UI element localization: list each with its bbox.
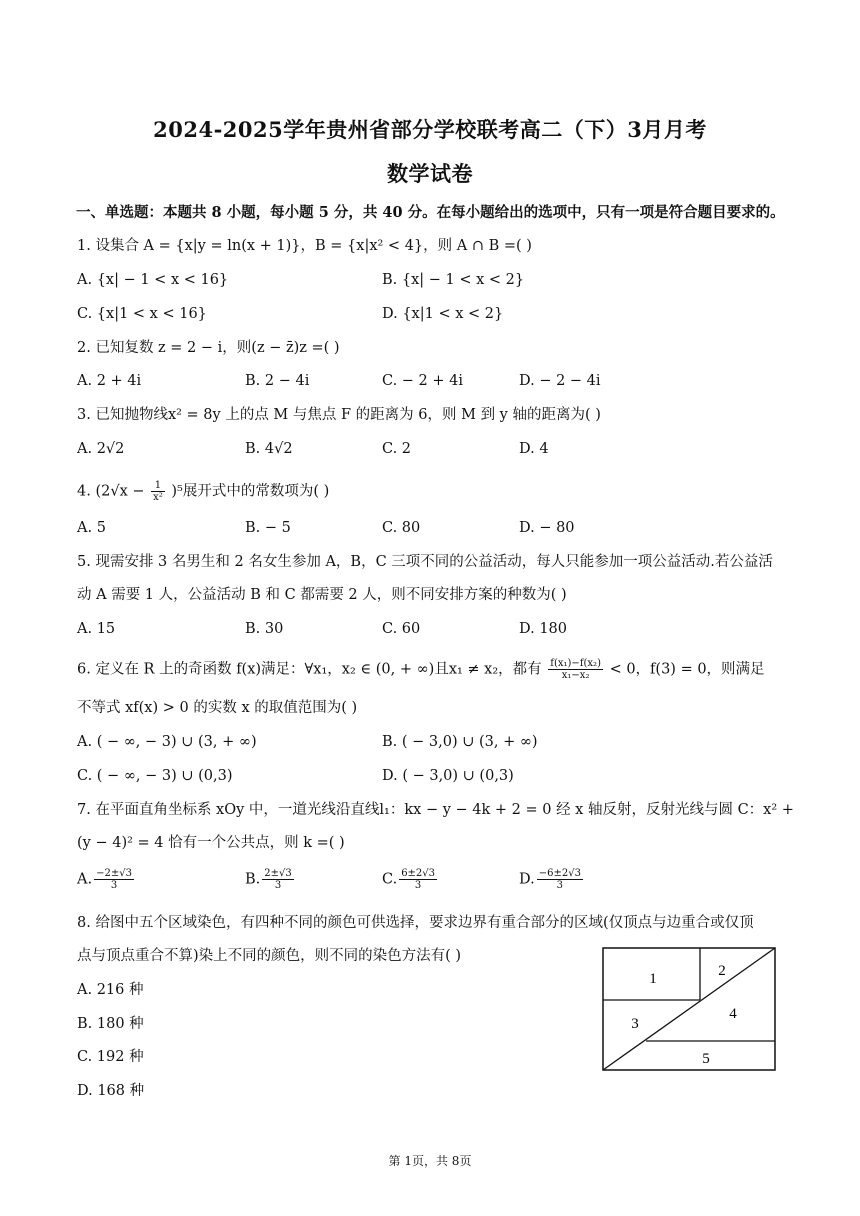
question-7-option-a-fraction [94,868,134,891]
question-7-option-b [245,868,296,891]
section-heading: 一、单选题：本题共 8 小题，每小题 5 分，共 40 分。在每小题给出的选项中，只有一项是符合题目要求的。 [76,204,785,221]
question-6-option-c: C. ( − ∞, − 3) ∪ (0,3) [77,768,233,784]
question-3-option-a: A. 2√2 [77,441,125,457]
question-7-option-c-denominator: 3 [414,880,422,891]
question-4-fraction-denominator: x² [153,492,163,503]
question-4-fraction [151,480,165,503]
question-8-stem-line-2: 点与顶点重合不算)染上不同的颜色，则不同的染色方法有( ) [77,948,462,964]
question-8-stem-line-1: 8. 给图中五个区域染色，有四种不同的颜色可供选择，要求边界有重合部分的区域(仅顶点与边重合或仅顶 [77,915,754,931]
question-3-option-d: D. 4 [519,441,549,457]
question-3-option-c: C. 2 [382,441,412,457]
region-coloring-diagram [602,947,776,1071]
question-8-option-b: B. 180 种 [77,1016,144,1032]
question-7-option-c-numerator: 6±2√3 [401,868,436,879]
diagram-diagonal-line [603,948,775,1070]
question-6-stem-prefix: 6. 定义在 R 上的奇函数 f(x)满足：∀x₁，x₂ ∈ (0, + ∞)且x₁ ≠ x₂，都有 [77,661,542,678]
question-1-option-b: B. {x| − 1 < x < 2} [382,272,525,288]
question-1-option-c: C. {x|1 < x < 16} [77,306,207,322]
exam-subtitle: 数学试卷 [387,161,473,186]
question-6-option-d: D. ( − 3,0) ∪ (0,3) [382,768,514,784]
region-label-3: 3 [631,1016,639,1032]
question-1-stem: 1. 设集合 A = {x|y = ln(x + 1)}，B = {x|x² < 4}，则 A ∩ B =( ) [77,238,532,254]
question-4-stem [77,480,329,503]
question-4-option-c: C. 80 [382,520,421,536]
page-footer: 第 1页，共 8页 [388,1154,472,1168]
question-3-option-b: B. 4√2 [245,441,293,457]
question-6-option-b: B. ( − 3,0) ∪ (3, + ∞) [382,734,538,750]
question-7-option-d-denominator: 3 [556,880,564,891]
question-6-fraction [548,658,603,681]
question-2-stem: 2. 已知复数 z = 2 − i，则(z − z̄)z =( ) [77,340,340,356]
question-5-stem-line-1: 5. 现需安排 3 名男生和 2 名女生参加 A，B，C 三项不同的公益活动，每人只能参加一项公益活动.若公益活 [77,554,773,570]
question-4-fraction-numerator: 1 [151,480,165,492]
question-2-option-a: A. 2 + 4i [77,373,142,389]
question-6-option-a: A. ( − ∞, − 3) ∪ (3, + ∞) [77,734,257,750]
question-5-option-d: D. 180 [519,621,568,637]
question-6-stem-suffix: < 0，f(3) = 0，则满足 [609,661,765,678]
question-5-stem-line-2: 动 A 需要 1 人，公益活动 B 和 C 都需要 2 人，则不同安排方案的种数为( ) [77,587,567,603]
question-7-option-c [382,868,439,891]
region-label-4: 4 [729,1006,737,1022]
question-7-option-c-label: C. [382,871,398,888]
question-7-option-a [77,868,136,891]
question-7-option-a-denominator: 3 [110,880,118,891]
region-label-2: 2 [718,963,726,979]
question-7-option-a-numerator: −2±√3 [96,868,132,879]
question-8-option-a: A. 216 种 [77,982,144,998]
question-1-option-a: A. {x| − 1 < x < 16} [77,272,229,288]
question-2-option-d: D. − 2 − 4i [519,373,601,389]
question-2-option-b: B. 2 − 4i [245,373,310,389]
question-7-option-c-fraction [399,868,437,891]
question-6-fraction-denominator: x₁−x₂ [561,670,590,681]
question-4-stem-suffix: )⁵展开式中的常数项为( ) [171,483,330,500]
question-1-option-d: D. {x|1 < x < 2} [382,306,504,322]
question-7-option-d-numerator: −6±2√3 [538,868,581,879]
question-7-option-b-fraction [262,868,293,891]
question-6-stem-line-2: 不等式 xf(x) > 0 的实数 x 的取值范围为( ) [77,700,358,716]
question-7-option-b-label: B. [245,871,261,888]
question-5-option-b: B. 30 [245,621,284,637]
question-7-option-d [519,868,585,891]
question-7-option-b-numerator: 2±√3 [264,868,292,879]
question-7-option-b-denominator: 3 [274,880,282,891]
question-6-fraction-numerator: f(x₁)−f(x₂) [550,658,601,669]
question-6-stem-line-1 [77,658,765,681]
question-8-option-c: C. 192 种 [77,1049,144,1065]
question-7-stem-line-2: (y − 4)² = 4 恰有一个公共点，则 k =( ) [77,835,345,851]
question-3-stem: 3. 已知抛物线x² = 8y 上的点 M 与焦点 F 的距离为 6，则 M 到 y 轴的距离为( ) [77,407,601,423]
question-7-option-d-fraction [537,868,583,891]
region-label-5: 5 [702,1051,710,1067]
question-7-option-a-label: A. [77,871,93,888]
question-4-option-b: B. − 5 [245,520,291,536]
question-5-option-a: A. 15 [77,621,116,637]
question-4-option-d: D. − 80 [519,520,575,536]
question-8-option-d: D. 168 种 [77,1083,145,1099]
region-label-1: 1 [649,971,657,987]
question-2-option-c: C. − 2 + 4i [382,373,464,389]
question-7-option-d-label: D. [519,871,535,888]
question-4-stem-prefix: 4. (2√x − [77,483,145,500]
question-4-option-a: A. 5 [77,520,106,536]
question-7-stem-line-1: 7. 在平面直角坐标系 xOy 中，一道光线沿直线l₁：kx − y − 4k + 2 = 0 经 x 轴反射，反射光线与圆 C：x² + [77,802,794,818]
exam-title: 2024-2025学年贵州省部分学校联考高二（下）3月月考 [153,117,707,142]
question-5-option-c: C. 60 [382,621,421,637]
